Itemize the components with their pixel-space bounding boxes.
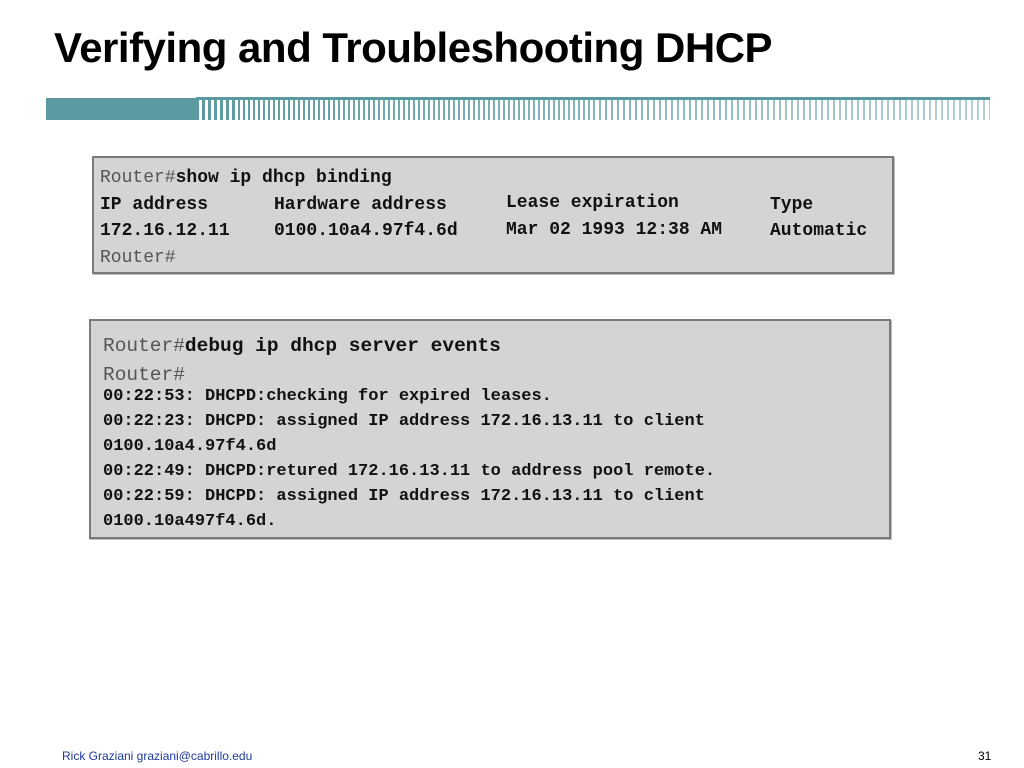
debug-line: 00:22:59: DHCPD: assigned IP address 172.16.13.11 to client [103, 487, 705, 506]
rule-stripe [283, 99, 285, 120]
rule-stripe [398, 99, 400, 120]
rule-stripe [839, 99, 841, 120]
rule-stripe [323, 99, 325, 120]
rule-stripe [785, 99, 787, 120]
rule-stripe [196, 99, 199, 120]
rule-solid-segment [46, 98, 196, 120]
rule-stripe [683, 99, 685, 120]
rule-stripe [548, 99, 550, 120]
rule-stripe [443, 99, 445, 120]
rule-stripe [538, 99, 540, 120]
rule-stripe [821, 99, 823, 120]
rule-stripe [689, 99, 691, 120]
rule-stripe [695, 99, 697, 120]
rule-stripe [413, 99, 415, 120]
rule-stripe [518, 99, 520, 120]
rule-stripe [659, 99, 661, 120]
debug-ip-dhcp-output [89, 319, 891, 539]
rule-stripe [208, 99, 211, 120]
rule-stripe [647, 99, 649, 120]
rule-stripe [328, 99, 330, 120]
rule-stripe [713, 99, 715, 120]
cell-ip-address: 172.16.12.11 [100, 221, 230, 241]
rule-stripe [578, 99, 580, 120]
rule-stripe [373, 99, 375, 120]
router-prompt-second: Router# [103, 364, 185, 386]
page-number: 31 [978, 749, 992, 763]
rule-stripe [791, 99, 793, 120]
rule-stripe [887, 99, 889, 120]
rule-stripe [641, 99, 643, 120]
rule-stripe [478, 99, 480, 120]
rule-stripe [605, 99, 607, 120]
rule-stripe [725, 99, 727, 120]
rule-stripe [202, 99, 205, 120]
rule-stripe [959, 99, 961, 120]
rule-stripe [809, 99, 811, 120]
command-text: debug ip dhcp server events [184, 335, 501, 357]
rule-stripe [232, 99, 235, 120]
rule-stripe [523, 99, 525, 120]
rule-stripe [731, 99, 733, 120]
rule-stripe [588, 99, 590, 120]
rule-stripe [268, 99, 270, 120]
rule-stripe [348, 99, 350, 120]
rule-stripe [893, 99, 895, 120]
cell-type: Automatic [770, 221, 868, 241]
rule-stripe [935, 99, 937, 120]
rule-stripe [288, 99, 290, 120]
rule-stripe [881, 99, 883, 120]
rule-stripe [483, 99, 485, 120]
rule-stripe [378, 99, 380, 120]
rule-stripe [863, 99, 865, 120]
rule-stripe [653, 99, 655, 120]
rule-stripe [611, 99, 613, 120]
rule-stripe [528, 99, 530, 120]
rule-stripe [358, 99, 360, 120]
rule-stripe [393, 99, 395, 120]
rule-stripe [263, 99, 265, 120]
rule-stripe [453, 99, 455, 120]
rule-stripe [671, 99, 673, 120]
rule-stripe [923, 99, 925, 120]
rule-stripe [338, 99, 340, 120]
rule-stripe [701, 99, 703, 120]
rule-stripe [273, 99, 275, 120]
rule-stripe [353, 99, 355, 120]
rule-stripe [298, 99, 300, 120]
rule-stripe [428, 99, 430, 120]
debug-line: 0100.10a497f4.6d. [103, 512, 277, 531]
debug-line: 0100.10a4.97f4.6d [103, 437, 277, 456]
rule-stripe [448, 99, 450, 120]
rule-stripe [503, 99, 505, 120]
show-ip-dhcp-binding-output [92, 156, 894, 274]
rule-stripe [977, 99, 979, 120]
router-prompt-end: Router# [100, 248, 176, 268]
slide-title: Verifying and Troubleshooting DHCP [54, 24, 773, 71]
rule-stripe [815, 99, 817, 120]
rule-stripe [473, 99, 475, 120]
header-lease-expiration: Lease expiration [506, 193, 679, 213]
rule-stripe [258, 99, 260, 120]
rule-stripe [917, 99, 919, 120]
rule-stripe [971, 99, 973, 120]
rule-stripe [418, 99, 420, 120]
rule-stripe [243, 99, 245, 120]
rule-stripe [368, 99, 370, 120]
rule-stripe [593, 99, 595, 120]
rule-stripe [458, 99, 460, 120]
rule-stripe [318, 99, 320, 120]
rule-stripe [929, 99, 931, 120]
title-underline-bar [46, 95, 990, 121]
rule-stripe [388, 99, 390, 120]
rule-stripe [761, 99, 763, 120]
rule-stripe [308, 99, 310, 120]
rule-stripe [947, 99, 949, 120]
rule-stripe [543, 99, 545, 120]
rule-stripe [363, 99, 365, 120]
rule-stripe [743, 99, 745, 120]
header-hardware-address: Hardware address [274, 195, 447, 215]
rule-stripe [313, 99, 315, 120]
command-text: show ip dhcp binding [175, 168, 392, 188]
rule-stripe [911, 99, 913, 120]
cell-lease-expiration: Mar 02 1993 12:38 AM [506, 220, 723, 240]
rule-stripe [498, 99, 500, 120]
rule-stripe [989, 99, 990, 120]
rule-stripe [599, 99, 601, 120]
rule-stripe [220, 99, 223, 120]
rule-stripe [563, 99, 565, 120]
rule-stripe [677, 99, 679, 120]
rule-stripe [803, 99, 805, 120]
rule-stripe [423, 99, 425, 120]
rule-stripe [773, 99, 775, 120]
rule-stripe [719, 99, 721, 120]
rule-stripe [851, 99, 853, 120]
rule-stripe [617, 99, 619, 120]
rule-stripe [333, 99, 335, 120]
rule-stripe [558, 99, 560, 120]
rule-stripe [383, 99, 385, 120]
rule-stripe [767, 99, 769, 120]
rule-stripe [845, 99, 847, 120]
rule-stripe [623, 99, 625, 120]
rule-stripe [833, 99, 835, 120]
rule-stripe [214, 99, 217, 120]
rule-stripe [248, 99, 250, 120]
rule-stripe [493, 99, 495, 120]
debug-line: 00:22:53: DHCPD:checking for expired leases. [103, 387, 552, 406]
router-prompt: Router# [100, 168, 176, 188]
rule-stripe [568, 99, 570, 120]
debug-line: 00:22:23: DHCPD: assigned IP address 172.16.13.11 to client [103, 412, 705, 431]
cell-hardware-address: 0100.10a4.97f4.6d [274, 221, 458, 241]
rule-stripe [303, 99, 305, 120]
rule-stripe [899, 99, 901, 120]
rule-stripe [857, 99, 859, 120]
rule-stripe [827, 99, 829, 120]
header-ip-address: IP address [100, 195, 209, 215]
rule-stripe [463, 99, 465, 120]
rule-stripe [573, 99, 575, 120]
rule-stripe [438, 99, 440, 120]
rule-stripe [226, 99, 229, 120]
header-type: Type [770, 195, 814, 215]
rule-stripe [238, 99, 240, 120]
rule-stripe [508, 99, 510, 120]
rule-stripe [629, 99, 631, 120]
rule-stripe [905, 99, 907, 120]
rule-stripe [755, 99, 757, 120]
rule-stripe [513, 99, 515, 120]
rule-stripe [953, 99, 955, 120]
rule-stripe [875, 99, 877, 120]
rule-stripe [403, 99, 405, 120]
rule-stripe [278, 99, 280, 120]
rule-stripe [488, 99, 490, 120]
rule-stripe [797, 99, 799, 120]
rule-stripe [965, 99, 967, 120]
rule-stripe [707, 99, 709, 120]
rule-stripe [665, 99, 667, 120]
rule-stripe [343, 99, 345, 120]
debug-line: 00:22:49: DHCPD:retured 172.16.13.11 to address pool remote. [103, 462, 716, 481]
rule-stripe [293, 99, 295, 120]
command-line [100, 168, 392, 188]
rule-stripe [553, 99, 555, 120]
rule-stripe [779, 99, 781, 120]
rule-stripe [941, 99, 943, 120]
rule-stripe [749, 99, 751, 120]
rule-stripe [468, 99, 470, 120]
rule-stripe [253, 99, 255, 120]
router-prompt: Router# [103, 335, 185, 357]
footer-author: Rick Graziani graziani@cabrillo.edu [62, 749, 253, 763]
rule-stripe [983, 99, 985, 120]
rule-stripe [408, 99, 410, 120]
rule-stripe [433, 99, 435, 120]
rule-stripe [533, 99, 535, 120]
rule-stripe [635, 99, 637, 120]
rule-stripe [737, 99, 739, 120]
rule-stripe [869, 99, 871, 120]
rule-stripe [583, 99, 585, 120]
command-line [103, 335, 501, 357]
